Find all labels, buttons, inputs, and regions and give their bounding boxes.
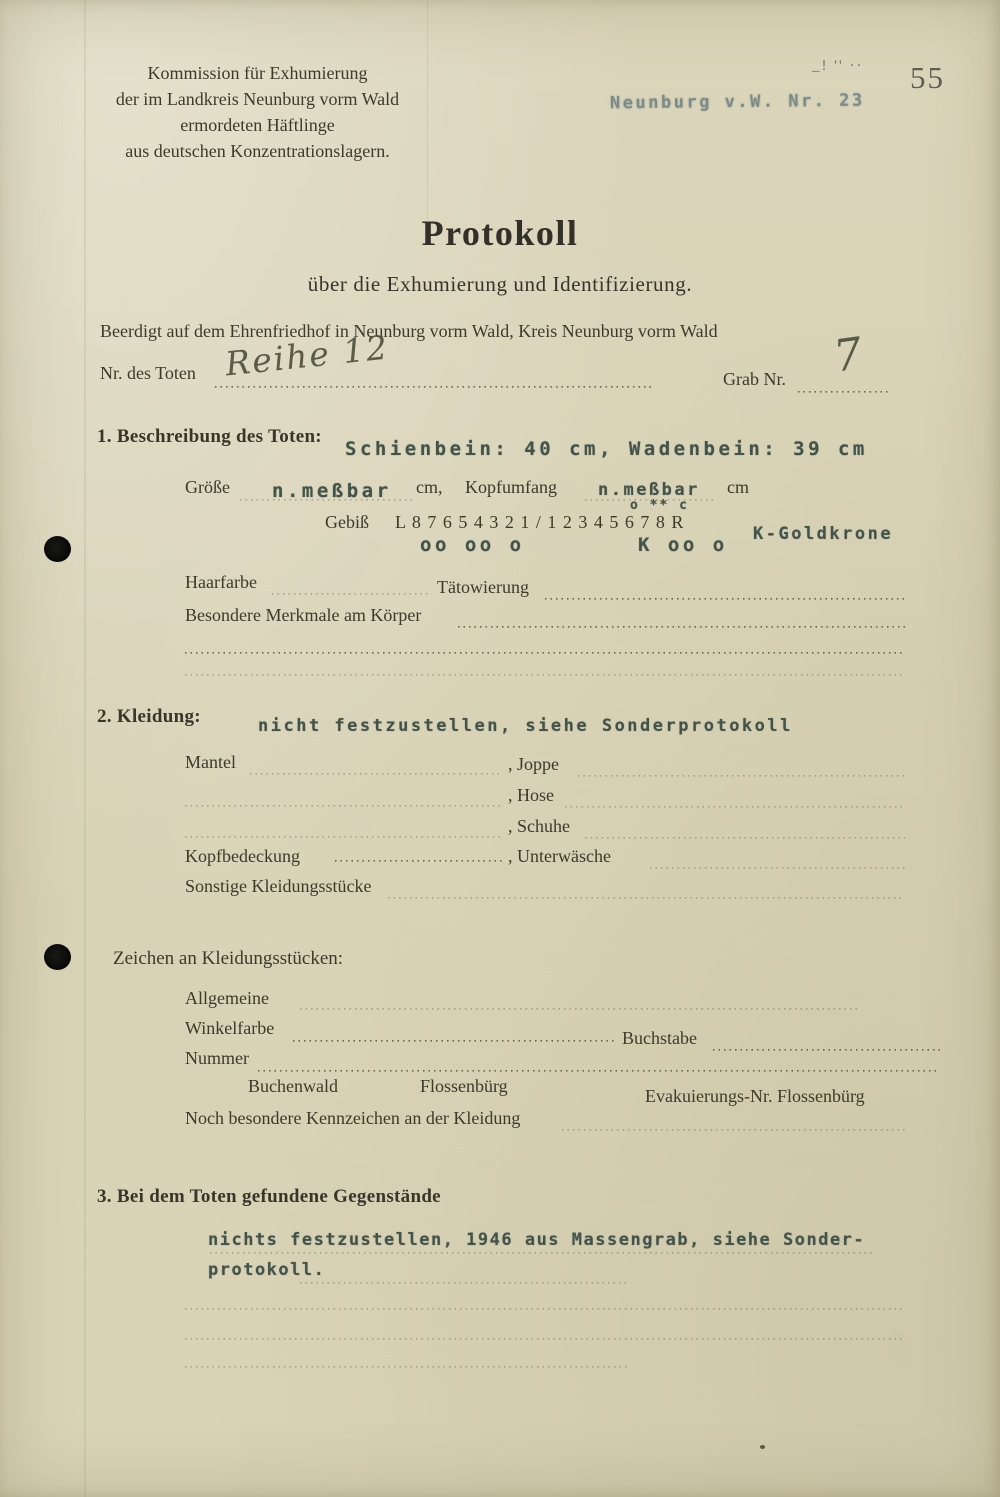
dotted-line	[272, 593, 430, 595]
noch-kennzeichen-label: Noch besondere Kennzeichen an der Kleidung	[185, 1108, 521, 1128]
mantel-label: Mantel	[185, 752, 236, 772]
section3-typed-line-1: nichts festzustellen, 1946 aus Massengrab, siehe Sonder-	[208, 1230, 866, 1250]
winkelfarbe-label: Winkelfarbe	[185, 1018, 275, 1038]
commission-line: Kommission für Exhumierung	[147, 63, 368, 83]
section3-typed-line-2: protokoll.	[208, 1260, 326, 1280]
haarfarbe-label: Haarfarbe	[185, 572, 257, 592]
commission-header	[100, 60, 415, 164]
sonstige-label: Sonstige Kleidungsstücke	[185, 876, 372, 896]
gebiss-teeth-row: L 8 7 6 5 4 3 2 1 / 1 2 3 4 5 6 7 8 R	[395, 512, 685, 532]
nr-des-toten-value: Reihe 12	[223, 327, 391, 384]
dotted-line	[565, 806, 905, 808]
document-title: Protokoll	[421, 213, 579, 253]
taetowierung-label: Tätowierung	[437, 577, 529, 597]
dotted-line	[185, 1366, 630, 1368]
flossenbuerg-label: Flossenbürg	[420, 1076, 508, 1096]
hose-label: , Hose	[508, 785, 554, 805]
buchenwald-label: Buchenwald	[248, 1076, 338, 1096]
commission-line: der im Landkreis Neunburg vorm Wald	[115, 89, 400, 109]
kopfumfang-value: n.meßbar	[598, 480, 700, 500]
dotted-line	[388, 897, 905, 899]
burial-line: Beerdigt auf dem Ehrenfriedhof in Neunburg vorm Wald, Kreis Neunburg vorm Wald	[100, 321, 718, 341]
stamp-marks: _! '' ··	[812, 58, 864, 74]
groesse-label: Größe	[185, 477, 230, 497]
dotted-line	[240, 499, 412, 501]
dotted-line	[250, 773, 502, 775]
gebiss-goldkrone-note: K-Goldkrone	[753, 524, 894, 544]
reference-stamp: Neunburg v.W. Nr. 23	[609, 90, 865, 114]
commission-line: aus deutschen Konzentrationslagern.	[125, 141, 390, 161]
dotted-line	[293, 1040, 617, 1042]
groesse-value: n.meßbar	[272, 480, 392, 502]
gebiss-label: Gebiß	[325, 512, 369, 532]
kopfumfang-label: Kopfumfang	[465, 477, 557, 497]
dotted-line	[335, 860, 502, 862]
dotted-line	[185, 674, 905, 676]
dotted-line	[300, 1008, 860, 1010]
dotted-line	[185, 1308, 905, 1310]
dotted-line	[585, 837, 905, 839]
grab-nr-value: 7	[830, 328, 866, 383]
zeichen-heading: Zeichen an Kleidungsstücken:	[113, 948, 344, 969]
dotted-line	[258, 1070, 940, 1072]
hole-punch	[44, 536, 71, 562]
grab-nr-label: Grab Nr.	[723, 369, 786, 389]
page-number: 55	[910, 60, 945, 95]
gebiss-typed-marks-left: oo oo o	[420, 534, 525, 556]
unterwaesche-label: , Unterwäsche	[508, 846, 611, 866]
dotted-line	[185, 652, 905, 654]
commission-line: ermordeten Häftlinge	[180, 115, 335, 135]
dotted-line	[578, 775, 905, 777]
dotted-line	[798, 391, 890, 393]
joppe-label: , Joppe	[508, 754, 559, 774]
allgemeine-label: Allgemeine	[185, 988, 269, 1008]
section2-heading: 2. Kleidung:	[97, 706, 201, 727]
dotted-line	[185, 836, 502, 838]
cm-label: cm	[727, 477, 749, 497]
gebiss-typed-marks-right: K oo o	[638, 534, 728, 556]
schuhe-label: , Schuhe	[508, 816, 570, 836]
dotted-line	[210, 1252, 875, 1254]
gebiss-typed-marks-above: o ** c	[630, 498, 689, 513]
dotted-line	[215, 386, 655, 388]
dotted-line	[562, 1129, 905, 1131]
section1-typed-note: Schienbein: 40 cm, Wadenbein: 39 cm	[345, 438, 868, 460]
hole-punch	[44, 944, 71, 970]
section3-heading: 3. Bei dem Toten gefundene Gegenstände	[97, 1186, 441, 1207]
evakuierungs-nr-label: Evakuierungs-Nr. Flossenbürg	[645, 1086, 865, 1106]
dotted-line	[458, 626, 905, 628]
document-subtitle: über die Exhumierung und Identifizierung.	[307, 272, 693, 296]
dotted-line	[713, 1049, 940, 1051]
dotted-line	[545, 598, 905, 600]
dotted-line	[300, 1282, 630, 1284]
section2-typed-note: nicht festzustellen, siehe Sonderprotokoll	[258, 716, 793, 736]
cm-label: cm,	[416, 477, 443, 497]
fold-line	[84, 0, 86, 1497]
ink-speck	[760, 1445, 765, 1449]
dotted-line	[185, 1338, 905, 1340]
section1-heading: 1. Beschreibung des Toten:	[97, 426, 322, 447]
dotted-line	[650, 867, 905, 869]
buchstabe-label: Buchstabe	[622, 1028, 697, 1048]
merkmale-label: Besondere Merkmale am Körper	[185, 605, 422, 625]
fold-line-top	[427, 0, 428, 220]
dotted-line	[185, 805, 502, 807]
nummer-label: Nummer	[185, 1048, 249, 1068]
nr-des-toten-label: Nr. des Toten	[100, 363, 196, 383]
kopfbedeckung-label: Kopfbedeckung	[185, 846, 300, 866]
